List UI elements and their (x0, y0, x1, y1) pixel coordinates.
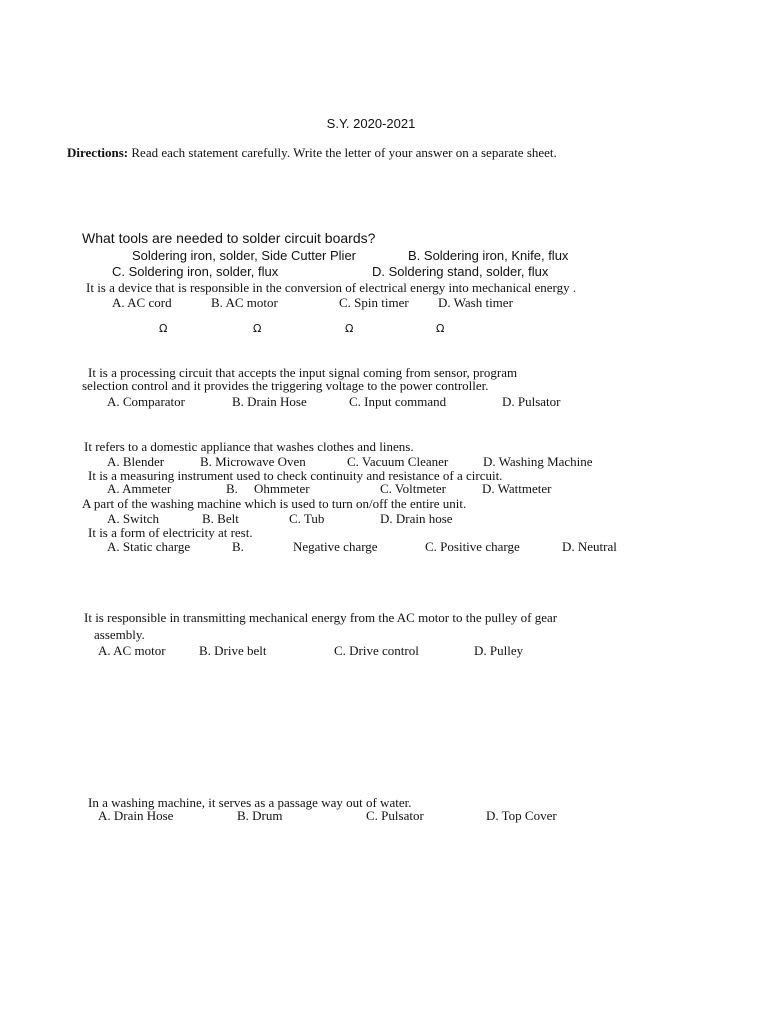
answer-option: C. Soldering iron, solder, flux (112, 264, 279, 279)
question-stem: It is responsible in transmitting mechanical energy from the AC motor to the pulley of gear (84, 610, 558, 625)
answer-option: Ohmmeter (254, 481, 310, 496)
directions-text: Read each statement carefully. Write the letter of your answer on a separate sheet. (131, 145, 557, 160)
question-stem: It is a form of electricity at rest. (88, 525, 253, 540)
question-stem: A part of the washing machine which is used to turn on/off the entire unit. (82, 496, 467, 511)
answer-option: D. Washing Machine (483, 454, 593, 469)
question-stem: It is a measuring instrument used to check continuity and resistance of a circuit. (88, 468, 503, 483)
answer-option: A. Drain Hose (98, 808, 174, 823)
answer-option: A. Blender (107, 454, 165, 469)
answer-option: B. Soldering iron, Knife, flux (408, 248, 569, 263)
question-stem: What tools are needed to solder circuit boards? (82, 230, 376, 246)
omega-symbol: Ω (436, 322, 445, 335)
question-stem: selection control and it provides the triggering voltage to the power controller. (82, 378, 489, 393)
answer-option: D. Top Cover (486, 808, 557, 823)
question-stem: It is a processing circuit that accepts the input signal coming from sensor, program (88, 365, 518, 380)
answer-option: B. Belt (202, 511, 239, 526)
omega-symbol: Ω (253, 322, 262, 335)
answer-option: A. Ammeter (107, 481, 172, 496)
answer-option: C. Vacuum Cleaner (347, 454, 449, 469)
answer-option: D. Wattmeter (482, 481, 552, 496)
omega-symbol: Ω (345, 322, 354, 335)
answer-option: B. AC motor (211, 295, 278, 310)
answer-option: C. Input command (349, 394, 447, 409)
answer-option: C. Tub (289, 511, 325, 526)
answer-option: C. Voltmeter (380, 481, 446, 496)
answer-option: B. (226, 481, 238, 496)
answer-option: B. Drive belt (199, 643, 267, 658)
answer-option: A. AC cord (112, 295, 172, 310)
directions-line (67, 145, 557, 161)
answer-option: C. Drive control (334, 643, 419, 658)
directions-label: Directions: (67, 145, 129, 160)
answer-option: B. Microwave Oven (200, 454, 306, 469)
answer-option: D. Neutral (562, 539, 617, 554)
answer-option: D. Soldering stand, solder, flux (372, 264, 549, 279)
answer-option: C. Spin timer (339, 295, 409, 310)
answer-option: A. Static charge (107, 539, 191, 554)
question-stem: In a washing machine, it serves as a passage way out of water. (88, 795, 412, 810)
answer-option: D. Pulsator (502, 394, 561, 409)
answer-option: D. Pulley (474, 643, 524, 658)
answer-option: Soldering iron, solder, Side Cutter Plier (132, 248, 357, 263)
answer-option: A. Comparator (107, 394, 185, 409)
answer-option: Negative charge (293, 539, 378, 554)
omega-symbol: Ω (159, 322, 168, 335)
answer-option: B. Drain Hose (232, 394, 307, 409)
school-year-heading: S.Y. 2020-2021 (326, 116, 416, 131)
answer-option: D. Drain hose (380, 511, 453, 526)
answer-option: A. Switch (107, 511, 159, 526)
question-stem: assembly. (94, 627, 145, 642)
answer-option: D. Wash timer (438, 295, 513, 310)
answer-option: B. Drum (237, 808, 283, 823)
answer-option: C. Positive charge (425, 539, 520, 554)
question-stem: It refers to a domestic appliance that washes clothes and linens. (84, 439, 414, 454)
answer-option: B. (232, 539, 244, 554)
answer-option: A. AC motor (98, 643, 166, 658)
question-stem: It is a device that is responsible in the conversion of electrical energy into mechanical energy . (86, 280, 577, 295)
answer-option: C. Pulsator (366, 808, 424, 823)
